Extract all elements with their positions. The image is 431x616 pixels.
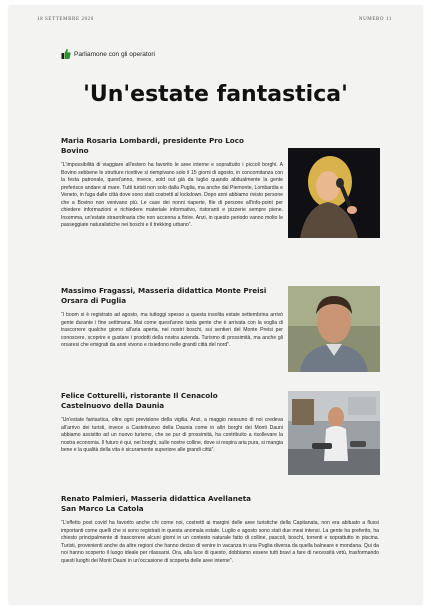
man-portrait-photo [288, 286, 380, 372]
section-tag [61, 48, 155, 60]
magazine-page [9, 6, 422, 604]
page-title: 'Un'estate fantastica' [83, 82, 348, 107]
chef-in-kitchen-photo [288, 391, 380, 475]
interviewee-name: Maria Rosaria Lombardi, presidente Pro Loco [61, 136, 244, 145]
thumbs-up-icon [61, 48, 71, 60]
section-tag-label: Parliamone con gli operatori [74, 50, 155, 58]
issue-number: NUMERO 11 [358, 17, 392, 22]
interviewee-place: Castelnuovo della Daunia [61, 401, 165, 410]
interview-text: “L'effetto post covid ha favorito anche chi come noi, costretti ai margini delle aree turistiche della Capitanata, non era abituato a flussi importanti come quelli che si sono registrati in questa anomala estate. Luglio e agosto sono stati due mesi intensi. La gente ha preferito, ha chiesto principalmente di trascorrere alcuni giorni in un contesto naturale fatto di colline, pascoli, boschi, torrenti e soprattutto in piscina. Turisti, provenienti anche da altre regioni che hanno deciso di venire in vacanza in una Puglia diversa da quella balneare e mondana. Qui da noi hanno scoperto il luogo ideale per rilassarsi. Ora, alla luce di questo, dobbiamo essere tutti bravi a fare di necessità virtù, trasformando questi luoghi dei Monti Dauni in un'occasione di scoperta delle aree interne”. [61, 520, 379, 564]
issue-date: 18 SETTEMBRE 2020 [37, 17, 94, 22]
interview-text: “I boom si è registrato ad agosto, ma tuttoggi spesso a questa insolita estate settembrina arrivò gente durante i fine settimana. Mai come quest'anno tanta gente che è arrivata con la voglia di trascorrere qualche giorno all'aria aperta, nei nostri boschi, sui sentieri del Monte Preisi per conoscere, scoprire e gustare i prodotti della nostra azienda. Turismo di prossimità, ma anche gli orsaresi che emigrati da anni vivono e risiedono nelle grandi città del nord”. [61, 312, 283, 348]
speaker-with-microphone-photo [288, 148, 380, 238]
interviewee-name: Renato Palmieri, Masseria didattica Avellaneta [61, 494, 251, 503]
interviewee-place: San Marco La Catola [61, 504, 144, 513]
interviewee-place: Bovino [61, 146, 89, 155]
interviewee-name: Felice Cotturelli, ristorante Il Cenacolo [61, 391, 218, 400]
interviewee-place: Orsara di Puglia [61, 296, 127, 305]
interview-text: “L'impossibilità di viaggiare all'estero ha favorito le aree interne e soprattutto i piccoli borghi. A Bovino sebbene le strutture ricettive si riempivano solo il 15 giorni di agosto, in concomitanza con la festa patronale, quest'anno, invece, sold out già da luglio quando abitualmente la gente preferisce andare al mare. Tutti turisti non solo dalla Puglia, ma anche dal Piemonte, Lombardia e Veneto, in fuga dalle città dove sono stati costretti al lockdown. Dopo anni abbiamo rivisto persone che a Bovino non venivano più. Le case dei nonni riaperte, file di persone all'info-point per chiedere informazioni e richiedere materiale informativo, ristoranti e pizzerie sempre piene. Insomma, un'estate straordinaria che non accenna a finire. Anzi, in questo periodo vanno molto le passeggiate naturalistiche nei boschi e il trekking urbano”. [61, 162, 283, 228]
interview-palmieri [61, 494, 377, 565]
interview-text: “Un'estate fantastica, oltre ogni previsione della vigilia. Anzi, a maggio nessuno di noi credeva all'arrivo dei turisti, invece a Castelnuovo della Daunia come in altri borghi dei Monti Dauni abbiamo assistito ad un nuovo turismo, che se pur di prossimità, ha contribuito a risollevare la nostra economia. Il futuro è qui, nei borghi, sulle nostre colline, dove si respira aria pura, si mangia bene e la qualità della vita è sicuramente superiore alle grandi città”. [61, 417, 283, 453]
interviewee-name: Massimo Fragassi, Masseria didattica Monte Preisi [61, 286, 267, 295]
